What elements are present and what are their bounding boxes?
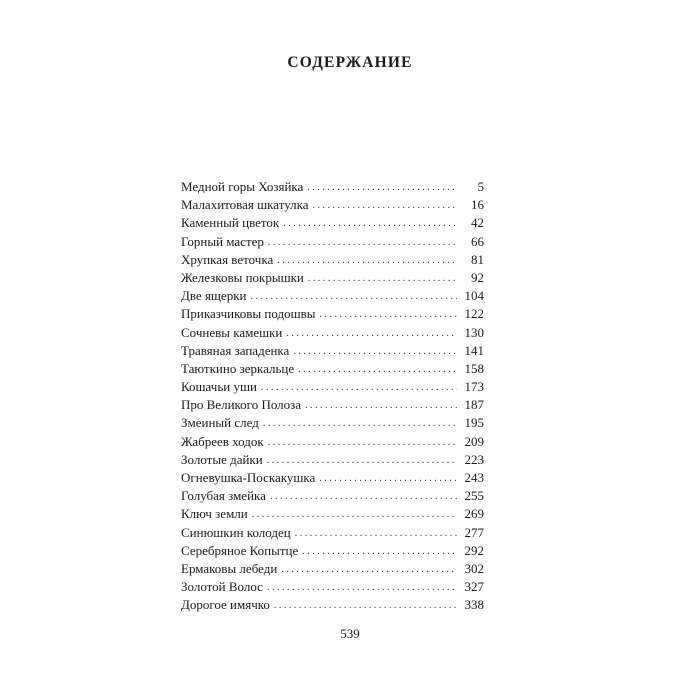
dot-leader <box>274 597 457 615</box>
toc-entry <box>181 233 484 251</box>
toc-entry-title: Про Великого Полоза <box>181 397 302 413</box>
toc-entry-page-number: 42 <box>471 215 484 231</box>
toc-entry-title: Каменный цветок <box>181 215 280 231</box>
toc-entry <box>181 360 484 378</box>
dot-leader <box>286 325 457 343</box>
dot-leader <box>308 270 457 288</box>
toc-entry-page-number: 223 <box>464 451 484 467</box>
dot-leader <box>302 543 457 561</box>
page-heading: СОДЕРЖАНИЕ <box>287 54 413 71</box>
toc-entry-title: Золотой Волос <box>181 579 263 595</box>
toc-entry <box>181 342 484 360</box>
toc-entry-page-number: 243 <box>464 470 484 485</box>
dot-leader <box>267 579 457 597</box>
toc-entry <box>181 596 484 614</box>
toc-entry <box>181 433 484 451</box>
toc-entry-page-number: 92 <box>471 269 484 285</box>
toc-entry-page-number: 158 <box>464 360 484 376</box>
toc-entry-title: Горный мастер <box>181 233 264 249</box>
toc-entry-page-number: 104 <box>464 288 484 304</box>
dot-leader <box>283 215 457 233</box>
toc-entry-title: Жабреев ходок <box>181 433 264 449</box>
dot-leader <box>267 452 457 470</box>
toc-entry-page-number: 269 <box>464 506 484 522</box>
toc-entry <box>181 196 484 214</box>
toc-entry <box>181 305 484 323</box>
dot-leader <box>313 197 457 215</box>
toc-entry-page-number: 209 <box>464 433 484 449</box>
toc-entry-title: Кошачьи уши <box>181 379 257 395</box>
toc-entry <box>181 378 484 396</box>
toc-entry <box>181 178 484 196</box>
toc-entry-page-number: 5 <box>477 179 484 194</box>
toc-entry-page-number: 187 <box>464 397 484 413</box>
dot-leader <box>270 488 457 506</box>
toc-entry-page-number: 327 <box>464 579 484 595</box>
toc-entry <box>181 324 484 342</box>
dot-leader <box>263 415 457 433</box>
toc-entry-page-number: 173 <box>464 379 484 395</box>
dot-leader <box>293 343 457 361</box>
toc-entry <box>181 524 484 542</box>
toc-entry-title: Железковы покрышки <box>181 269 304 285</box>
toc-entry <box>181 287 484 305</box>
dot-leader <box>307 179 457 197</box>
dot-leader <box>277 252 457 270</box>
toc-entry-page-number: 338 <box>464 597 484 613</box>
toc-entry <box>181 251 484 269</box>
dot-leader <box>295 525 457 543</box>
toc-entry <box>181 414 484 432</box>
toc-entry-title: Таюткино зеркальце <box>181 360 295 376</box>
toc-entry-page-number: 292 <box>464 542 484 558</box>
toc-entry-page-number: 141 <box>464 342 484 358</box>
toc-entry-page-number: 81 <box>471 251 484 267</box>
dot-leader <box>268 434 457 452</box>
toc-entry-title: Змеиный след <box>181 415 259 431</box>
dot-leader <box>261 379 457 397</box>
toc-entry <box>181 451 484 469</box>
toc-entry-title: Приказчиковы подошвы <box>181 306 316 322</box>
dot-leader <box>305 397 457 415</box>
toc-entry-page-number: 255 <box>464 488 484 504</box>
page-number: 539 <box>340 626 360 641</box>
toc-entry-title: Серебряное Копытце <box>181 542 299 558</box>
toc-entry <box>181 487 484 505</box>
dot-leader <box>319 306 457 324</box>
toc-entry-title: Травяная западенка <box>181 342 290 358</box>
toc-entry <box>181 560 484 578</box>
toc-entry-title: Медной горы Хозяйка <box>181 179 304 194</box>
dot-leader <box>250 288 457 306</box>
toc-entry-title: Голубая змейка <box>181 488 266 504</box>
toc-entry <box>181 542 484 560</box>
table-of-contents <box>181 178 484 615</box>
toc-entry-title: Дорогое имячко <box>181 597 270 613</box>
toc-entry-page-number: 122 <box>464 306 484 322</box>
toc-entry <box>181 469 484 487</box>
toc-entry-page-number: 130 <box>464 324 484 340</box>
toc-entry-title: Сочневы камешки <box>181 324 283 340</box>
toc-entry-title: Ключ земли <box>181 506 248 522</box>
dot-leader <box>319 470 457 488</box>
toc-entry-title: Две ящерки <box>181 288 247 304</box>
toc-entry-page-number: 302 <box>464 560 484 576</box>
toc-entry-title: Синюшкин колодец <box>181 524 291 540</box>
toc-entry-page-number: 16 <box>471 197 484 213</box>
toc-entry-page-number: 66 <box>471 233 484 249</box>
dot-leader <box>298 361 457 379</box>
toc-entry-title: Малахитовая шкатулка <box>181 197 309 213</box>
dot-leader <box>252 506 457 524</box>
dot-leader <box>281 561 457 579</box>
toc-entry <box>181 396 484 414</box>
toc-entry <box>181 505 484 523</box>
toc-entry-title: Ермаковы лебеди <box>181 560 278 576</box>
toc-entry <box>181 578 484 596</box>
toc-entry <box>181 269 484 287</box>
toc-entry-page-number: 195 <box>464 415 484 431</box>
toc-entry <box>181 214 484 232</box>
toc-entry-title: Огневушка-Поскакушка <box>181 470 316 485</box>
toc-entry-page-number: 277 <box>464 524 484 540</box>
toc-entry-title: Хрупкая веточка <box>181 251 274 267</box>
dot-leader <box>268 234 457 252</box>
toc-entry-title: Золотые дайки <box>181 451 263 467</box>
